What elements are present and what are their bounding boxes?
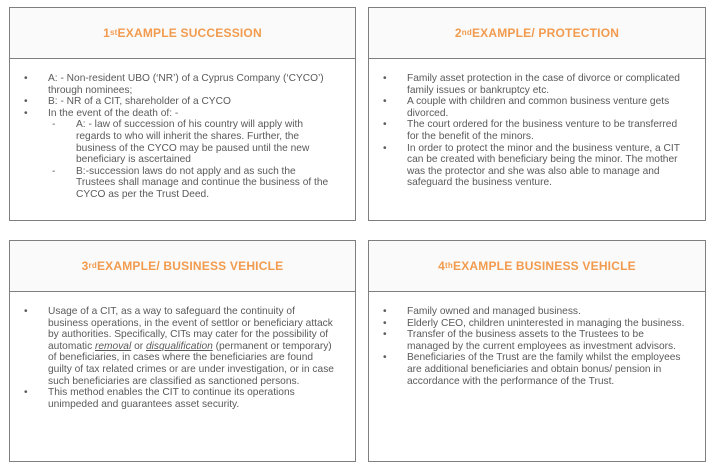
list-item: • The court ordered for the business venture to be transferred for the benefit of the minors. <box>383 119 678 142</box>
card-body <box>10 59 355 220</box>
card-body <box>369 292 705 461</box>
card-protection <box>368 7 706 221</box>
sub-item: - B:-succession laws do not apply and as such the Trustees shall manage and continue the business of the CYCO as per the Trust Deed. <box>52 165 329 200</box>
card-title: 4 $^{th}$ EXAMPLE BUSINESS VEHICLE <box>369 241 705 292</box>
card-title: 2 $^{nd}$ EXAMPLE/ PROTECTION <box>369 8 705 59</box>
card-succession <box>9 7 356 221</box>
card-business-vehicle-4 <box>368 240 706 462</box>
card-title: 1 $^{st}$ EXAMPLE SUCCESSION <box>10 8 355 59</box>
card-body <box>10 292 355 461</box>
card-title: 3 $^{rd}$ EXAMPLE/ BUSINESS VEHICLE <box>10 241 355 292</box>
list-item: • Beneficiaries of the Trust are the family whilst the employees are additional beneficiaries and obtain bonus/ pension in accordance with the performance of the Trust. <box>383 352 681 387</box>
list-item: • A couple with children and common business venture gets divorced. <box>383 96 670 119</box>
sub-list <box>48 119 335 200</box>
list-item: • Family asset protection in the case of divorce or complicated family issues or bankruptcy etc. <box>383 73 680 96</box>
bullet-list <box>383 73 685 189</box>
list-item: • Elderly CEO, children uninterested in managing the business. <box>383 317 685 329</box>
card-business-vehicle-3 <box>9 240 356 462</box>
bullet-list <box>24 73 335 201</box>
list-item: • This method enables the CIT to continue its operations unimpeded and guarantees asset security. <box>24 387 295 410</box>
list-item: • Family owned and managed business. <box>383 306 581 317</box>
removal-term: removal <box>95 340 132 352</box>
list-item: • In order to protect the minor and the business venture, a CIT can be created with beneficiary being the minor. The mother was the protector and she was also able to manage and safeguard the business venture. <box>383 142 680 189</box>
card-body <box>369 59 705 220</box>
disqualification-term: disqualification <box>145 340 213 352</box>
bullet-list <box>383 306 685 387</box>
list-item: • B: - NR of a CIT, shareholder of a CYCO <box>24 96 231 108</box>
list-item: • A: - Non-resident UBO (‘NR’) of a Cyprus Company (‘CYCO’) through nominees; <box>24 73 324 96</box>
list-item: • Usage of a CIT, as a way to safeguard the continuity of business operations, in the event of settlor or beneficiary attack by authorities. Specifically, CITs may cater for the possibility of automatic removal or disqualification (permanent or temporary) of beneficiaries, in cases where the beneficiaries are found guilty of tax related crimes or are under investigation, or in case such beneficiaries are classified as sanctioned persons. <box>24 306 334 387</box>
list-item: • In the event of the death of: - - A: - law of succession of his country will apply with regards to who will inherit the shares. Further, the business of the CYCO may be paused until the new beneficiary is ascertained - B:-succession laws do not apply and as such the Trustees shall manage and continue the business of the CYCO as per the Trust Deed. <box>24 108 335 201</box>
list-item: • Transfer of the business assets to the Trustees to be managed by the current employees as investment advisors. <box>383 329 676 352</box>
sub-item: - A: - law of succession of his country will apply with regards to who will inherit the shares. Further, the business of the CYCO may be paused until the new beneficiary is ascertained <box>52 119 310 166</box>
bullet-list <box>24 306 335 410</box>
